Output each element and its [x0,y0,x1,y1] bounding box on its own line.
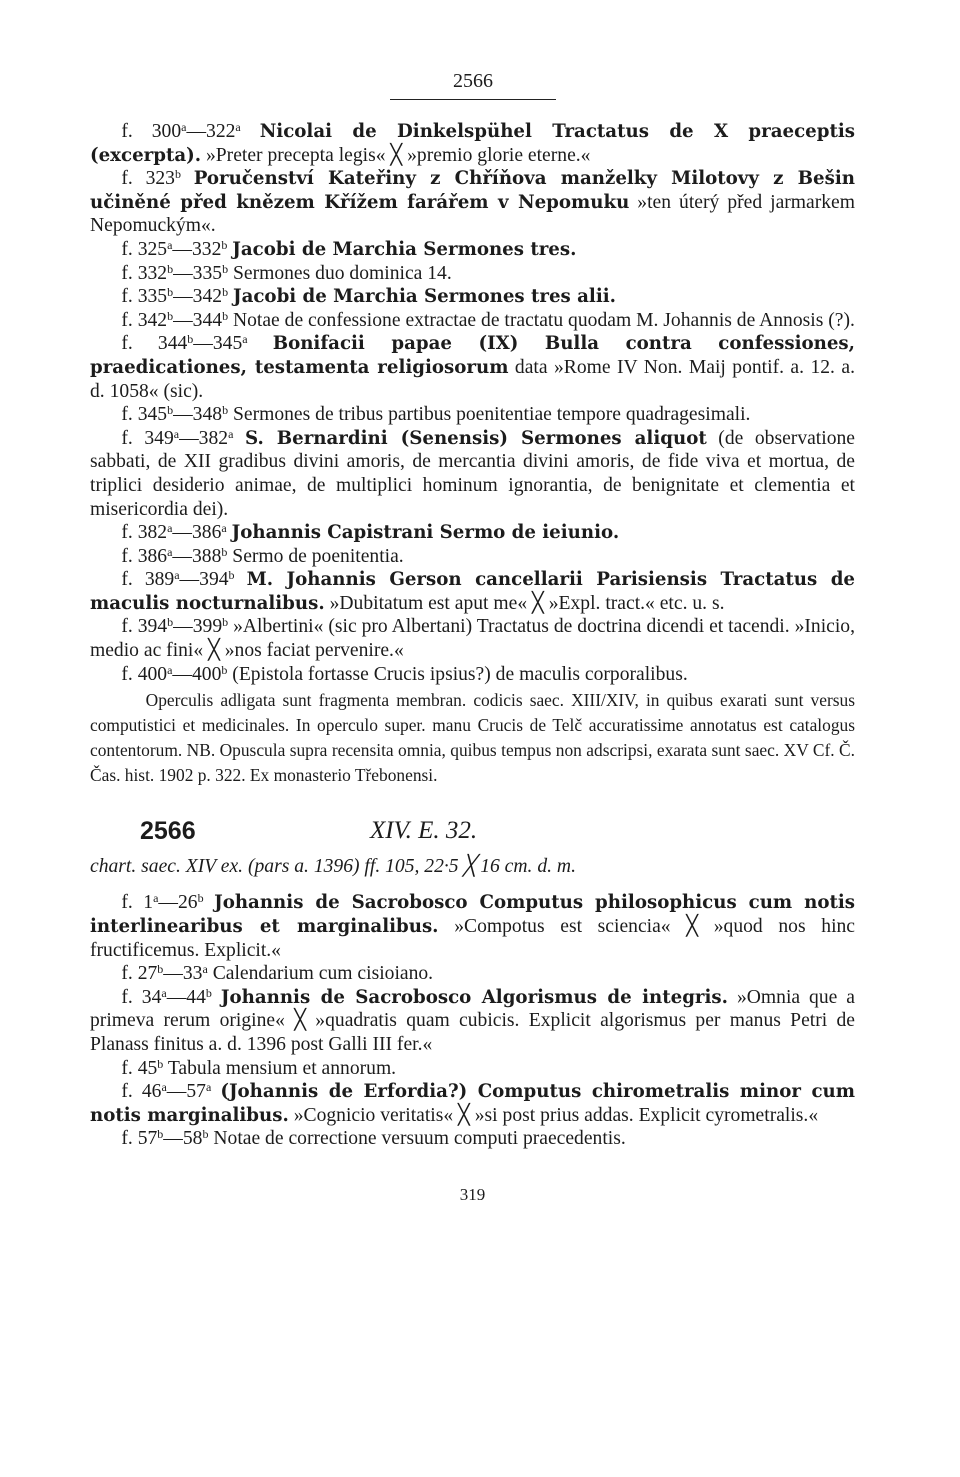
folio-end: —400 [172,663,222,685]
folio-start: 332 [137,262,168,284]
folio-end: —382 [179,427,229,449]
folio-end: —57 [166,1081,206,1103]
catalogue-entry [90,986,855,1057]
entry-text: »Dubitatum est aput me« ╳ »Expl. tract.« etc. u. s. [324,592,725,614]
entry-text: Notae de correctione versuum computi praecedentis. [213,1128,626,1150]
folio-start-side: a [167,544,173,559]
folio-start: 325 [137,238,168,260]
folio-start: 34 [141,986,162,1008]
folio-start-side: a [161,1080,167,1095]
manuscript-number: 2566 [140,817,196,846]
folio-start: 386 [137,545,168,567]
folio-end-side: a [235,120,241,134]
catalogue-entry [90,285,855,309]
entry-text: (de observatione sabbati, de XII gradibus divini amoris, de mercantia divini amoris, de fide viva et mortua, de triplici desiderio animae, de multiplici hominum ignorantia, de benignitate et clementia et misericordia dei). [90,427,855,520]
folio-start-side: b [167,285,174,300]
folio-end-side: a [202,962,208,977]
folio-prefix: f. [121,286,138,308]
folio-start-side: a [161,985,167,1000]
entry-title: Jacobi de Marchia Sermones tres alii. [232,286,616,308]
folio-prefix: f. [121,522,138,544]
folio-start: 45 [137,1057,158,1079]
entry-text: »ten úterý před jarmarkem Nepomuckým«. [90,191,855,237]
entry-title: (Johannis de Erfordia?) Computus chirometralis minor cum notis marginalibus. [90,1081,855,1126]
folio-end-side: b [228,568,235,583]
entry-title: Nicolai de Dinkelspühel Tractatus de X praeceptis (excerpta). [90,121,855,166]
folio-prefix: f. [121,404,138,426]
folio-end-side: b [221,237,228,252]
folio-start: 389 [144,569,175,591]
folio-end: —348 [173,404,223,426]
folio-start-side: a [174,568,180,583]
folio-end: —344 [173,309,223,331]
folio-start: 349 [144,427,174,449]
folio-end-side: b [221,544,228,559]
folio-end: —342 [173,286,223,308]
catalogue-entry [90,427,855,521]
catalogue-entry [90,891,855,962]
manuscript-description: chart. saec. XIV ex. (pars a. 1396) ff. 105, 22·5 ╳ 16 cm. d. m. [90,856,576,878]
folio-start: 335 [137,286,168,308]
folio-end: —394 [179,569,229,591]
manuscript-heading [90,817,855,851]
folio-start-side: b [167,615,174,630]
folio-end: —388 [172,545,222,567]
folio-end: —386 [172,522,222,544]
folio-prefix: f. [121,663,138,685]
folio-end: —345 [193,333,243,355]
folio-start: 344 [157,333,188,355]
folio-end: —399 [173,616,223,638]
folio-start-side: a [181,120,187,134]
catalogue-entry [90,521,855,545]
codex-note: Operculis adligata sunt fragmenta membran. codicis saec. XIII/XIV, in quibus exarati sunt versus computistici et medicinales. In operculo super. manu Crucis de Telč accuratissime annotatus est catalogus contentorum. NB. Opuscula supra recensita omnia, quibus tempus non adscripsi, exarata sunt saec. XV Cf. Č. Čas. hist. 1902 p. 322. Ex monasterio Třebonensi. [90,690,855,785]
entry-title: Bonifacii papae (IX) Bulla contra confessiones, praedicationes, testamenta religiosorum [90,333,855,378]
folio-end-side: a [242,332,248,347]
folio-start-side: b [167,261,174,276]
catalogue-entry [90,403,855,427]
folio-prefix: f. [121,892,144,914]
folio-prefix: f. [121,986,142,1008]
running-head: 2566 [453,70,493,92]
folio-end: —332 [172,238,222,260]
entry-text: Calendarium cum cisioiano. [212,963,434,985]
catalogue-entry [90,568,855,615]
folio-end-side: a [205,1080,212,1095]
folio-prefix: f. [121,168,146,190]
folio-prefix: f. [121,1128,138,1150]
ms-2566-entries [90,891,855,1151]
folio-end-side: b [222,261,229,276]
folio-end-side: b [222,615,229,630]
folio-start-side: b [167,308,174,323]
entry-text: »Albertini« (sic pro Albertani) Tractatus de doctrina dicendi et tacendi. »Inicio, medio ac fini« ╳ »nos faciat pervenire.« [90,616,855,662]
folio-end: —26 [158,892,198,914]
entry-text: »Cognicio veritatis« ╳ »si post prius addas. Explicit cyrometralis.« [288,1104,819,1126]
folio-start: 400 [137,663,168,685]
shelfmark: XIV. E. 32. [370,817,478,845]
entry-title: S. Bernardini (Senensis) Sermones aliquot [244,427,707,449]
entry-text: Sermones duo dominica 14. [232,262,452,284]
folio-prefix: f. [121,1081,142,1103]
ms-2565-entries [90,120,855,686]
catalogue-page [90,70,855,1205]
folio-prefix: f. [121,238,138,260]
catalogue-entry [90,167,855,238]
folio-end-side: b [205,985,212,1000]
entry-title: Johannis de Sacrobosco Algorismus de integris. [220,986,728,1008]
folio-start-side: a [167,237,173,252]
folio-start-side: b [157,1056,164,1071]
folio-prefix: f. [121,616,138,638]
folio-start: 27 [137,963,158,985]
entry-title: Johannis de Sacrobosco Computus philosophicus cum notis interlinearibus et marginalibus. [90,892,855,938]
entry-text: Notae de confessione extractae de tractatu quodam M. Johannis de Annosis (?). [232,309,855,331]
folio-end: —44 [166,986,206,1008]
folio-end-side: b [202,1127,209,1142]
entry-text: »Omnia que a primeva rerum origine« ╳ »quadratis quam cubicis. Explicit algorismus per manus Petri de Planass finitus a. d. 1396 post Galli III fer.« [90,986,856,1055]
folio-start-side: b [157,1127,164,1142]
folio-start-side: a [173,426,180,441]
folio-end: —335 [173,262,223,284]
folio-start: 394 [137,616,168,638]
folio-start: 345 [137,404,168,426]
catalogue-entry [90,1080,855,1127]
folio-end: —58 [163,1128,203,1150]
catalogue-entry [90,1057,855,1081]
entry-title: Johannis Capistrani Sermo de ieiunio. [231,522,620,544]
folio-start-side: b [167,403,174,418]
folio-start: 382 [137,522,168,544]
catalogue-entry [90,309,855,333]
folio-start: 57 [137,1128,158,1150]
folio-start: 46 [141,1081,162,1103]
folio-start-side: a [167,662,173,677]
folio-end-side: a [228,426,234,441]
folio-start: 1 [143,892,154,914]
folio-end: —322 [186,121,236,142]
folio-prefix: f. [121,262,138,284]
catalogue-entry [90,1127,855,1151]
catalogue-entry [90,120,855,167]
entry-text: data »Rome IV Non. Maij pontif. a. 12. a. d. 1058« (sic). [90,356,855,402]
entry-text: »Preter precepta legis« ╳ »premio glorie eterne.« [201,144,591,166]
catalogue-entry [90,663,855,687]
folio-start-side: a [153,891,159,906]
folio-prefix: f. [121,333,158,355]
folio-start-side: b [187,332,194,347]
page-number: 319 [459,1184,486,1204]
entry-text: Sermo de poenitentia. [232,545,404,567]
folio-prefix: f. [121,1057,138,1079]
entry-text: Sermones de tribus partibus poenitentiae tempore quadragesimali. [232,404,751,426]
catalogue-entry [90,262,855,286]
entry-title: M. Johannis Gerson cancellarii Parisiensis Tractatus de maculis nocturnalibus. [90,569,855,614]
folio-end-side: b [221,662,228,677]
folio-prefix: f. [121,545,138,567]
catalogue-entry [90,545,855,569]
entry-title: Jacobi de Marchia Sermones tres. [232,238,577,260]
folio-prefix: f. [121,121,152,142]
folio-start-side: b [174,167,181,182]
entry-title: Poručenství Kateřiny z Chříňova manželky Milotovy z Bešin učiněné před knězem Křížem farářem v Nepomuku [90,168,855,213]
folio-end-side: b [197,891,204,906]
entry-text: (Epistola fortasse Crucis ipsius?) de maculis corporalibus. [232,663,688,685]
catalogue-entry [90,332,855,403]
folio-end-side: a [221,521,227,536]
folio-prefix: f. [121,569,145,591]
folio-end-side: b [222,403,229,418]
folio-end-side: b [222,308,229,323]
catalogue-entry [90,238,855,262]
folio-prefix: f. [121,309,138,331]
folio-start-side: b [157,962,164,977]
folio-end-side: b [222,285,229,300]
folio-start-side: a [167,521,173,536]
header-rule [390,99,556,100]
folio-prefix: f. [121,963,138,985]
catalogue-entry [90,615,855,662]
folio-start: 342 [137,309,168,331]
folio-end: —33 [163,963,203,985]
entry-text: »Compotus est sciencia« ╳ »quod nos hinc fructificemus. Explicit.« [90,916,856,961]
folio-start: 300 [151,121,182,142]
folio-prefix: f. [121,427,145,449]
catalogue-entry [90,962,855,986]
folio-start: 323 [145,168,175,190]
entry-text: Tabula mensium et annorum. [167,1057,397,1079]
